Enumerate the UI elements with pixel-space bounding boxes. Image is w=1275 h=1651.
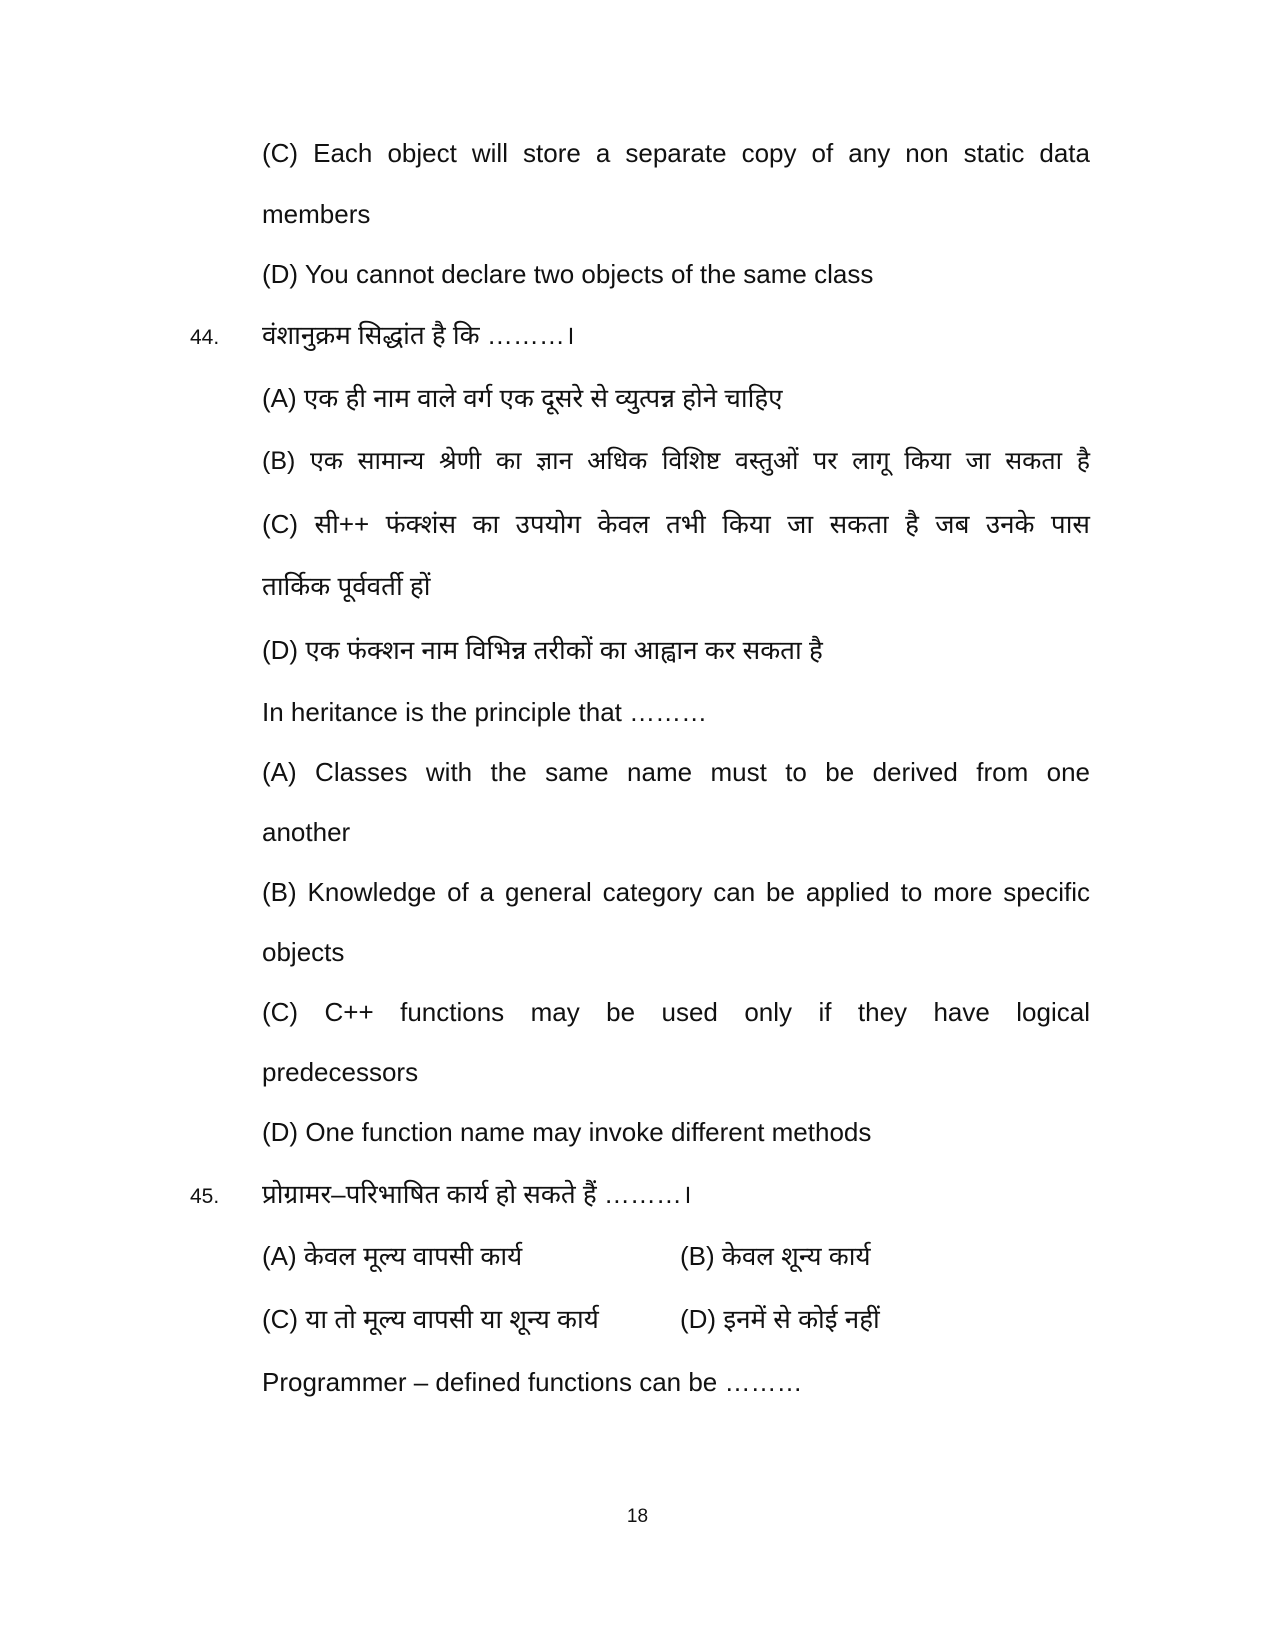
q44-option-c-line2: predecessors	[262, 1057, 419, 1087]
q44-option-b-line1: (B) Knowledge of a general category can be applied to more specific	[262, 877, 1090, 907]
q44-option-c-line1: (C) C++ functions may be used only if they have logical	[262, 997, 1090, 1027]
q45-hindi-option-a: (A) केवल मूल्य वापसी कार्य	[262, 1241, 523, 1271]
q44-english-question: In heritance is the principle that ………	[262, 697, 708, 727]
q44-hindi-question: वंशानुक्रम सिद्धांत है कि ………।	[262, 320, 575, 350]
q44-hindi-option-b: (B) एक सामान्य श्रेणी का ज्ञान अधिक विशिष्ट वस्तुओं पर लागू किया जा सकता है	[262, 447, 1090, 475]
q44-hindi-option-a: (A) एक ही नाम वाले वर्ग एक दूसरे से व्युत्पन्न होने चाहिए	[262, 383, 783, 413]
q45-number: 45.	[190, 1185, 220, 1208]
q44-hindi-option-c-line1: (C) सी++ फंक्शंस का उपयोग केवल तभी किया जा सकता है जब उनके पास	[262, 509, 1090, 539]
q44-option-d: (D) One function name may invoke different methods	[262, 1117, 872, 1147]
q44-option-a-line1: (A) Classes with the same name must to be derived from one	[262, 757, 1090, 787]
q43-option-c-line2: members	[262, 199, 371, 229]
q44-hindi-option-c-line2: तार्किक पूर्ववर्ती हों	[262, 571, 431, 601]
q44-number: 44.	[190, 326, 220, 349]
q44-hindi-option-d: (D) एक फंक्शन नाम विभिन्न तरीकों का आह्वान कर सकता है	[262, 635, 823, 665]
q44-option-b-line2: objects	[262, 937, 345, 967]
q43-option-c-line1: (C) Each object will store a separate copy of any non static data	[262, 138, 1090, 168]
q43-option-d: (D) You cannot declare two objects of the same class	[262, 259, 874, 289]
q45-hindi-option-d: (D) इनमें से कोई नहीं	[680, 1304, 880, 1334]
q44-option-a-line2: another	[262, 817, 351, 847]
q45-hindi-question: प्रोग्रामर–परिभाषित कार्य हो सकते हैं ………।	[262, 1179, 692, 1209]
q45-hindi-option-c: (C) या तो मूल्य वापसी या शून्य कार्य	[262, 1304, 599, 1334]
page-number: 18	[626, 1506, 649, 1527]
q45-english-question: Programmer – defined functions can be ………	[262, 1367, 803, 1397]
q45-hindi-option-b: (B) केवल शून्य कार्य	[680, 1241, 871, 1271]
